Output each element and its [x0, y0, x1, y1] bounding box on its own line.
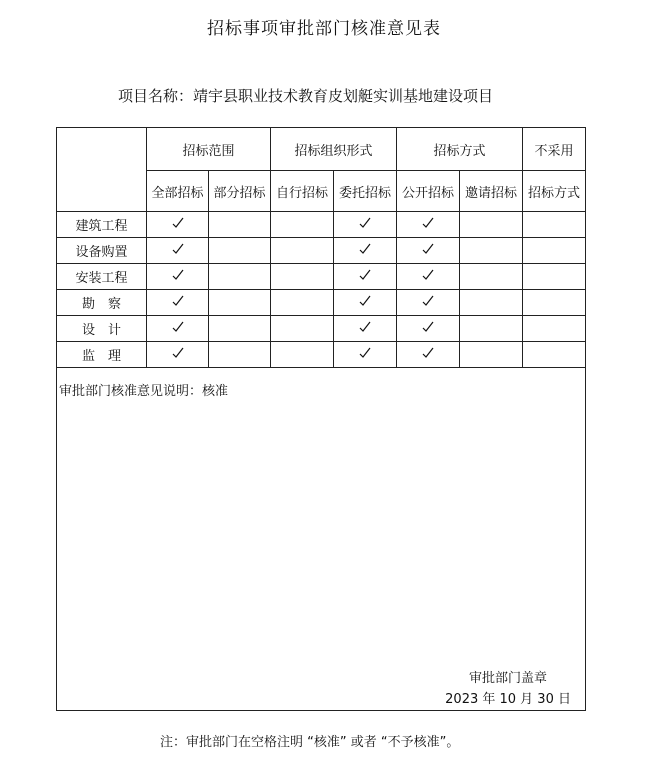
- checkmark-icon: [358, 346, 372, 360]
- checkmark-icon: [171, 216, 185, 230]
- check-cell: [523, 238, 586, 264]
- check-cell: [523, 290, 586, 316]
- checkmark-icon: [171, 242, 185, 256]
- row-label: 监 理: [57, 342, 147, 368]
- checkmark-icon: [358, 242, 372, 256]
- opinion-text: 审批部门核准意见说明：核准: [59, 384, 229, 399]
- checkmark-icon: [358, 216, 372, 230]
- check-cell: [460, 290, 523, 316]
- checkmark-icon: [421, 294, 435, 308]
- checkmark-icon: [171, 320, 185, 334]
- check-cell: [397, 316, 460, 342]
- row-label: 设备购置: [57, 238, 147, 264]
- footnote: 注：审批部门在空格注明 “核准” 或者 “不予核准”。: [160, 735, 460, 750]
- check-cell: [334, 264, 397, 290]
- stamp-label: 审批部门盖章: [468, 671, 547, 686]
- check-cell: [209, 342, 271, 368]
- check-cell: [397, 290, 460, 316]
- check-cell: [209, 264, 271, 290]
- checkmark-icon: [421, 242, 435, 256]
- check-cell: [209, 212, 271, 238]
- check-cell: [271, 238, 334, 264]
- table-row: [57, 264, 586, 290]
- check-cell: [523, 212, 586, 238]
- table-row: [57, 290, 586, 316]
- table-row: [57, 342, 586, 368]
- checkmark-icon: [358, 268, 372, 282]
- checkmark-icon: [171, 294, 185, 308]
- check-cell: [460, 212, 523, 238]
- row-label: 建筑工程: [57, 212, 147, 238]
- checkmark-icon: [358, 320, 372, 334]
- check-cell: [271, 342, 334, 368]
- check-cell: [334, 342, 397, 368]
- form-title: 招标事项审批部门核准意见表: [207, 19, 441, 39]
- check-cell: [334, 238, 397, 264]
- subheader: 部分招标: [209, 171, 271, 212]
- check-cell: [460, 342, 523, 368]
- checkmark-icon: [171, 268, 185, 282]
- opinion-cell: [57, 368, 586, 711]
- checkmark-icon: [171, 346, 185, 360]
- check-cell: [523, 316, 586, 342]
- check-cell: [209, 238, 271, 264]
- check-cell: [397, 212, 460, 238]
- row-label: 设 计: [57, 316, 147, 342]
- corner-cell: [57, 128, 147, 212]
- project-name: 项目名称：靖宇县职业技术教育皮划艇实训基地建设项目: [118, 87, 494, 105]
- check-cell: [460, 316, 523, 342]
- checkmark-icon: [421, 320, 435, 334]
- check-cell: [147, 238, 209, 264]
- check-cell: [523, 342, 586, 368]
- subheader: 招标方式: [523, 171, 586, 212]
- table-row: [57, 316, 586, 342]
- check-cell: [460, 238, 523, 264]
- group-header-scope: 招标范围: [147, 128, 271, 171]
- check-cell: [334, 290, 397, 316]
- group-header-not-used: 不采用: [523, 128, 586, 171]
- check-cell: [147, 212, 209, 238]
- check-cell: [209, 290, 271, 316]
- check-cell: [523, 264, 586, 290]
- check-cell: [397, 342, 460, 368]
- approval-date: 2023 年 10 月 30 日: [445, 692, 571, 707]
- check-cell: [271, 264, 334, 290]
- check-cell: [271, 290, 334, 316]
- approval-table: [56, 127, 586, 711]
- row-label: 安装工程: [57, 264, 147, 290]
- check-cell: [271, 212, 334, 238]
- checkmark-icon: [421, 216, 435, 230]
- check-cell: [209, 316, 271, 342]
- check-cell: [334, 212, 397, 238]
- check-cell: [147, 342, 209, 368]
- check-cell: [147, 264, 209, 290]
- subheader: 自行招标: [271, 171, 334, 212]
- subheader: 公开招标: [397, 171, 460, 212]
- check-cell: [460, 264, 523, 290]
- check-cell: [147, 316, 209, 342]
- checkmark-icon: [421, 268, 435, 282]
- check-cell: [271, 316, 334, 342]
- check-cell: [334, 316, 397, 342]
- checkmark-icon: [421, 346, 435, 360]
- row-label: 勘 察: [57, 290, 147, 316]
- check-cell: [397, 238, 460, 264]
- check-cell: [147, 290, 209, 316]
- group-header-organization: 招标组织形式: [271, 128, 397, 171]
- subheader: 委托招标: [334, 171, 397, 212]
- subheader: 全部招标: [147, 171, 209, 212]
- check-cell: [397, 264, 460, 290]
- table-row: [57, 238, 586, 264]
- subheader: 邀请招标: [460, 171, 523, 212]
- table-row: [57, 212, 586, 238]
- group-header-method: 招标方式: [397, 128, 523, 171]
- checkmark-icon: [358, 294, 372, 308]
